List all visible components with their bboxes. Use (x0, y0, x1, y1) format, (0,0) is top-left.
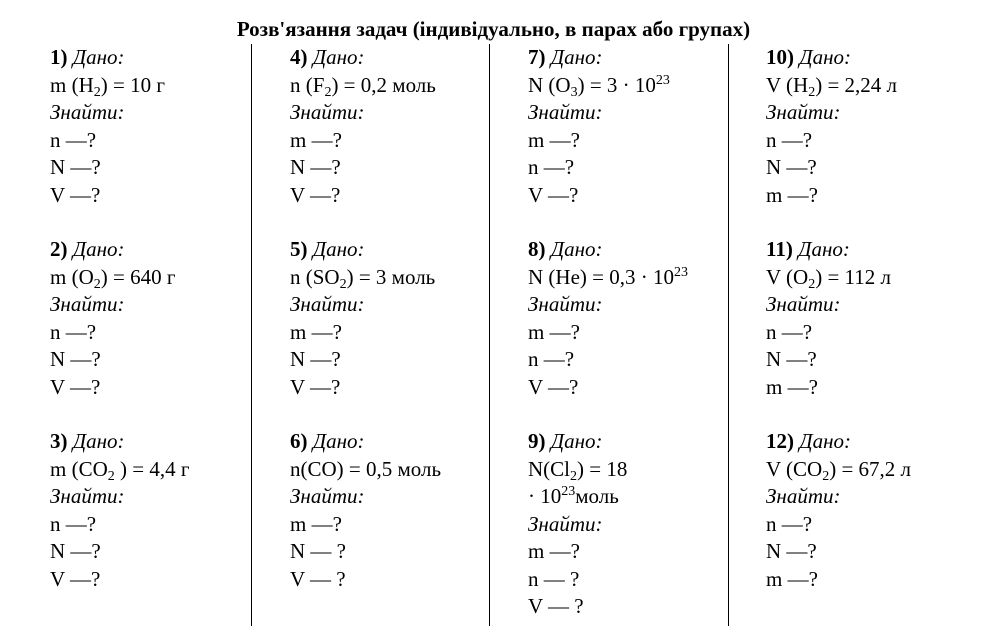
subscript: 2 (808, 276, 816, 292)
find-item: n —? (50, 511, 97, 536)
formula-text: N (O (528, 72, 571, 97)
find-item: n —? (50, 127, 97, 152)
given-label: Дано: (799, 45, 852, 69)
problem-header (290, 428, 522, 456)
problem-number: 4) (290, 45, 308, 69)
find-item: V —? (290, 182, 341, 207)
superscript: 23 (673, 264, 688, 280)
problem-6 (290, 428, 522, 620)
given-value (766, 72, 987, 100)
find-item: m —? (290, 511, 342, 536)
problem-number: 7) (528, 45, 546, 69)
given-label: Дано: (799, 429, 852, 453)
problem-9 (528, 428, 760, 620)
problem-number: 12) (766, 429, 794, 453)
formula-text: ) = 3 моль (346, 264, 436, 289)
find-label: Знайти: (766, 484, 841, 508)
find-item: n —? (528, 155, 575, 179)
problem-number: 1) (50, 45, 68, 69)
formula-text: ) = 4,4 г (114, 456, 190, 481)
formula-text: m (O (50, 264, 94, 289)
given-value (290, 72, 522, 100)
given-value (528, 264, 760, 292)
problem-header (50, 428, 282, 456)
problem-header (528, 236, 760, 264)
given-label: Дано: (550, 429, 603, 453)
problem-number: 5) (290, 237, 308, 261)
given-value (766, 264, 987, 292)
formula-text: n (F (290, 72, 325, 97)
problem-7 (528, 44, 760, 236)
page-title: Розв'язання задач (індивідуально, в парах або групах) (236, 17, 751, 41)
find-item: N —? (50, 155, 101, 179)
subscript: 2 (570, 468, 577, 484)
problem-number: 11) (766, 237, 793, 261)
formula-text: ) = 2,24 л (815, 72, 898, 97)
find-label: Знайти: (50, 484, 125, 508)
problem-header (290, 44, 522, 72)
find-item: m —? (290, 127, 342, 152)
find-item: m —? (766, 182, 818, 207)
find-item: n —? (528, 347, 575, 371)
formula-text: V (H (766, 72, 809, 97)
find-item: V — ? (528, 594, 584, 618)
problem-3 (50, 428, 282, 620)
given-value (528, 456, 760, 484)
find-item: N —? (766, 539, 817, 563)
problem-header (528, 428, 760, 456)
find-label: Знайти: (290, 484, 365, 508)
find-item: N —? (766, 347, 817, 371)
subscript: 2 (822, 468, 830, 484)
given-label: Дано: (550, 237, 603, 261)
problem-8 (528, 236, 760, 428)
find-item: N —? (50, 539, 101, 563)
column-1 (50, 44, 282, 620)
find-item: V —? (528, 374, 579, 399)
find-item: n —? (766, 127, 813, 152)
given-label: Дано: (312, 45, 365, 69)
find-item: N —? (50, 347, 101, 371)
given-label: Дано: (72, 237, 125, 261)
problem-2 (50, 236, 282, 428)
given-label: Дано: (72, 45, 125, 69)
formula-text: ) = 0,2 моль (331, 72, 436, 97)
problem-header (766, 236, 987, 264)
subscript: 2 (93, 276, 101, 292)
problem-number: 8) (528, 237, 546, 261)
problem-10 (766, 44, 987, 236)
formula-text: m (H (50, 72, 94, 97)
given-value (50, 72, 282, 100)
find-item: N — ? (290, 539, 346, 563)
column-4 (766, 44, 987, 620)
column-3 (528, 44, 760, 620)
formula-text: ) = 18 (577, 456, 628, 481)
find-item: m —? (766, 566, 818, 591)
formula-text: · 10 (528, 484, 562, 508)
problem-number: 10) (766, 45, 794, 69)
formula-text: ) = 10 г (100, 72, 165, 97)
find-label: Знайти: (290, 100, 365, 124)
problem-4 (290, 44, 522, 236)
find-item: m —? (528, 319, 580, 344)
subscript: 2 (107, 468, 115, 484)
given-label: Дано: (798, 237, 850, 261)
find-item: n —? (766, 511, 813, 536)
find-item: n —? (50, 319, 97, 344)
formula-text: ) = 640 г (100, 264, 176, 289)
problem-5 (290, 236, 522, 428)
given-label: Дано: (72, 429, 125, 453)
given-value (290, 264, 522, 292)
problem-number: 9) (528, 429, 546, 453)
formula-text: N (He) = 0,3 · 10 (528, 264, 674, 289)
find-item: V —? (50, 566, 101, 591)
formula-text: m (CO (50, 456, 108, 481)
problem-number: 2) (50, 237, 68, 261)
find-label: Знайти: (528, 511, 603, 536)
formula-text: n(CO) = 0,5 моль (290, 456, 442, 481)
find-item: N —? (290, 155, 341, 179)
find-item: n —? (766, 319, 813, 344)
find-item: m —? (528, 127, 580, 152)
formula-text: ) = 3 · 10 (577, 72, 656, 97)
find-item: N —? (290, 347, 341, 371)
problem-header (50, 236, 282, 264)
formula-text: n (SO (290, 264, 340, 289)
problem-1 (50, 44, 282, 236)
subscript: 3 (570, 84, 578, 100)
find-label: Знайти: (528, 100, 603, 124)
superscript: 23 (655, 72, 670, 88)
find-item: V —? (50, 374, 101, 399)
given-value (766, 456, 987, 484)
problem-header (766, 44, 987, 72)
find-item: V —? (528, 182, 579, 207)
find-item: m —? (766, 374, 818, 399)
find-item: N —? (766, 155, 817, 179)
formula-text: V (O (766, 264, 809, 289)
find-label: Знайти: (50, 292, 125, 316)
superscript: 23 (561, 484, 576, 499)
subscript: 2 (339, 276, 347, 292)
formula-text: ) = 67,2 л (829, 456, 912, 481)
formula-text: V (CO (766, 456, 823, 481)
column-2 (290, 44, 522, 620)
given-value-continued (528, 483, 760, 511)
find-item: m —? (290, 319, 342, 344)
problem-12 (766, 428, 987, 620)
given-label: Дано: (550, 45, 603, 69)
subscript: 2 (93, 84, 101, 100)
problem-number: 6) (290, 429, 308, 453)
given-value (290, 456, 522, 484)
find-item: m —? (528, 539, 580, 563)
given-value (528, 72, 760, 100)
find-label: Знайти: (528, 292, 603, 316)
subscript: 2 (324, 84, 332, 100)
problem-11 (766, 236, 987, 428)
formula-text: моль (575, 484, 619, 508)
problem-header (290, 236, 522, 264)
find-item: n — ? (528, 566, 580, 591)
given-label: Дано: (312, 237, 365, 261)
formula-text: ) = 112 л (815, 264, 891, 289)
problem-number: 3) (50, 429, 68, 453)
problem-header (50, 44, 282, 72)
find-label: Знайти: (766, 292, 841, 316)
given-value (50, 264, 282, 292)
find-item: V —? (290, 374, 341, 399)
problem-header (528, 44, 760, 72)
find-label: Знайти: (766, 100, 841, 124)
problem-header (766, 428, 987, 456)
formula-text: N(Cl (528, 456, 570, 481)
given-label: Дано: (312, 429, 365, 453)
given-value (50, 456, 282, 484)
find-item: V —? (50, 182, 101, 207)
subscript: 2 (808, 84, 816, 100)
find-label: Знайти: (50, 100, 125, 124)
find-label: Знайти: (290, 292, 365, 316)
find-item: V — ? (290, 566, 346, 591)
